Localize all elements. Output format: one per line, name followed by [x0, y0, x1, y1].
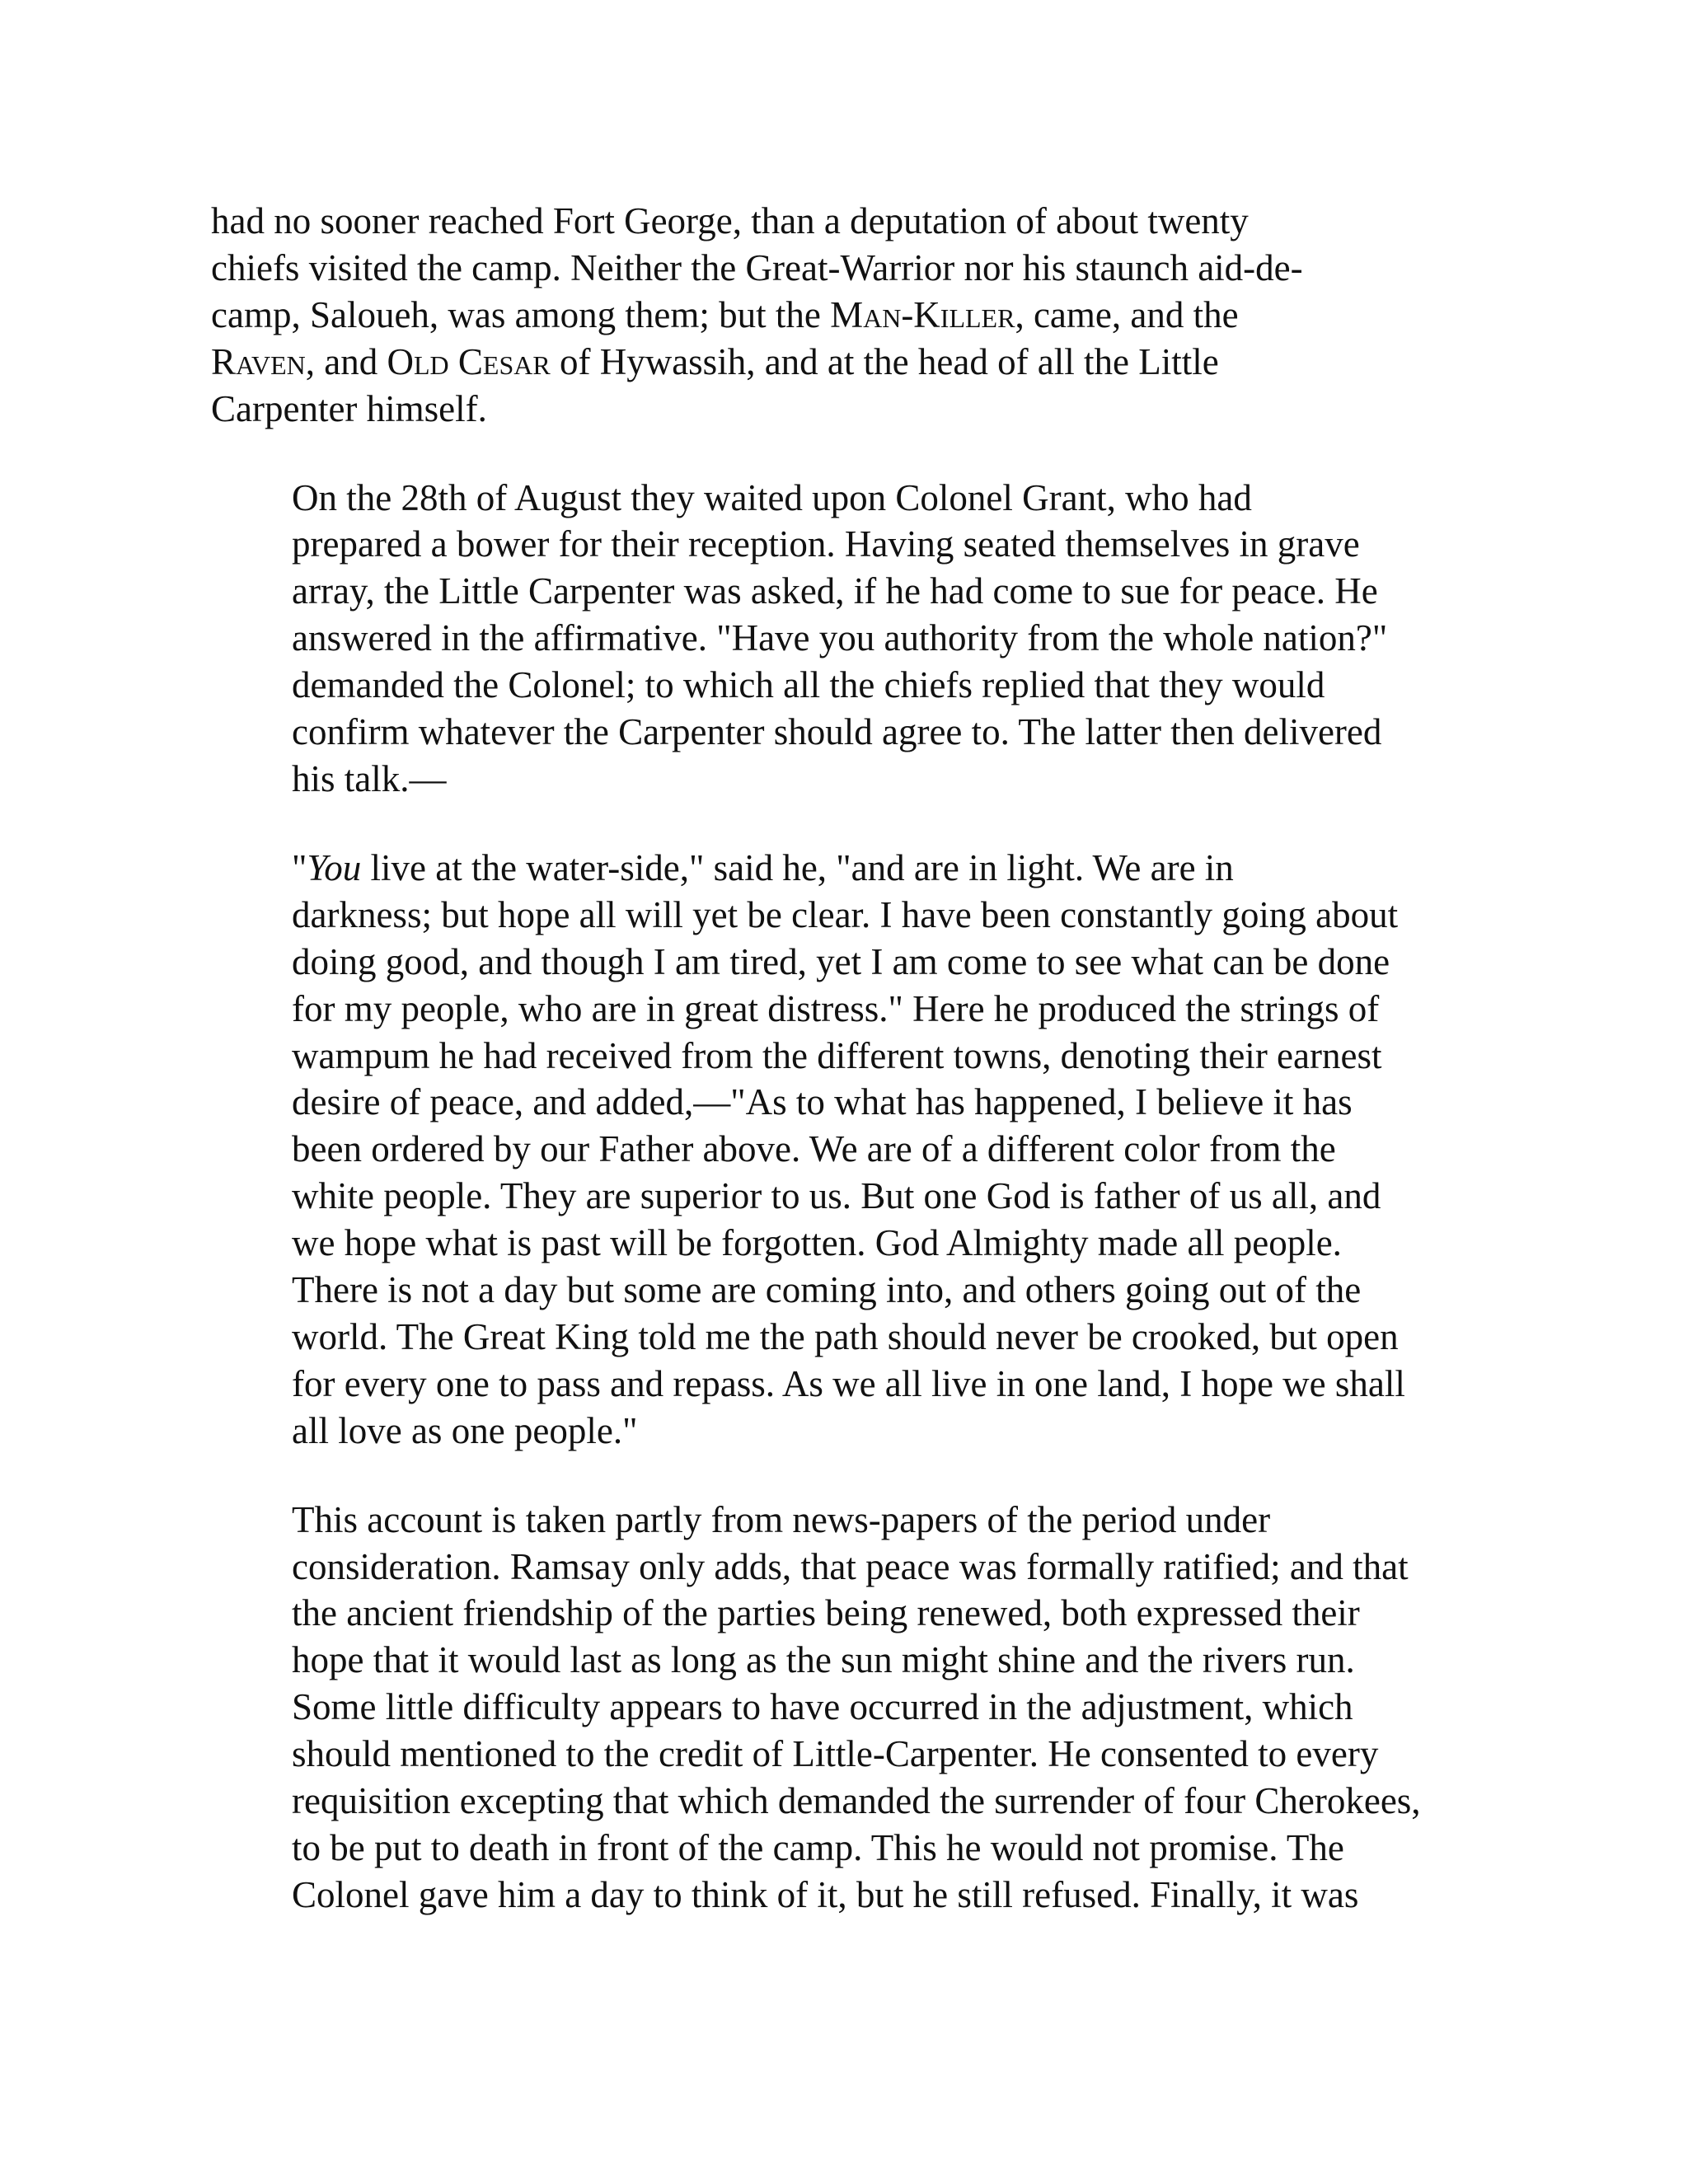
- text-run: There is not a day but some are coming into, and others going out of the: [292, 1269, 1362, 1311]
- text-line: [211, 1590, 1497, 1637]
- paragraph-colonel-grant: [211, 475, 1497, 803]
- text-line: [211, 1544, 1497, 1591]
- text-line: [211, 475, 1497, 522]
- text-run: , and: [305, 340, 387, 382]
- paragraph-deputation: [211, 198, 1497, 433]
- text-run: for my people, who are in great distress." Here he produced the strings of: [292, 987, 1380, 1029]
- text-run: darkness; but hope all will yet be clear. I have been constantly going about: [292, 893, 1399, 935]
- text-run: live at the water-side," said he, "and are in light. We are in: [361, 846, 1234, 888]
- text-line: [211, 1033, 1497, 1080]
- text-line: [211, 1126, 1497, 1173]
- text-run: ": [292, 846, 307, 888]
- italic-emphasis: You: [307, 846, 362, 888]
- text-line: [211, 1361, 1497, 1408]
- text-run: doing good, and though I am tired, yet I am come to see what can be done: [292, 940, 1390, 982]
- text-run: confirm whatever the Carpenter should agree to. The latter then delivered: [292, 711, 1382, 753]
- text-run: This account is taken partly from news-papers of the period under: [292, 1498, 1271, 1540]
- text-line: [211, 1267, 1497, 1314]
- text-run: his talk.—: [292, 757, 447, 799]
- text-line: [211, 568, 1497, 615]
- text-run: Some little difficulty appears to have occurred in the adjustment, which: [292, 1686, 1353, 1728]
- text-line: [211, 845, 1497, 892]
- text-line: [211, 1684, 1497, 1731]
- text-line: [211, 1408, 1497, 1455]
- text-line: [211, 386, 1497, 433]
- text-run: wampum he had received from the different towns, denoting their earnest: [292, 1034, 1382, 1076]
- text-line: [211, 756, 1497, 803]
- text-run: for every one to pass and repass. As we all live in one land, I hope we shall: [292, 1362, 1405, 1404]
- text-line: [211, 1731, 1497, 1778]
- text-line: [211, 339, 1497, 386]
- text-run: prepared a bower for their reception. Having seated themselves in grave: [292, 523, 1360, 565]
- text-run: of Hywassih, and at the head of all the Little: [550, 340, 1219, 382]
- text-line: [211, 1872, 1497, 1919]
- page-text: [211, 198, 1497, 1919]
- text-run: world. The Great King told me the path should never be crooked, but open: [292, 1315, 1399, 1357]
- text-line: [211, 1173, 1497, 1220]
- text-run: Carpenter himself.: [211, 387, 487, 429]
- text-line: [211, 1314, 1497, 1361]
- text-line: [211, 939, 1497, 986]
- text-run: we hope what is past will be forgotten. God Almighty made all people.: [292, 1222, 1342, 1264]
- text-line: [211, 662, 1497, 709]
- text-run: all love as one people.": [292, 1409, 638, 1451]
- text-run: consideration. Ramsay only adds, that peace was formally ratified; and that: [292, 1545, 1409, 1587]
- text-run: On the 28th of August they waited upon Colonel Grant, who had: [292, 476, 1252, 518]
- text-line: [211, 1825, 1497, 1872]
- text-run: desire of peace, and added,—"As to what has happened, I believe it has: [292, 1081, 1353, 1123]
- text-line: [211, 245, 1497, 292]
- text-run: , came, and the: [1015, 293, 1239, 335]
- text-run: been ordered by our Father above. We are of a different color from the: [292, 1128, 1336, 1170]
- text-run: hope that it would last as long as the sun might shine and the rivers run.: [292, 1639, 1355, 1681]
- text-line: [211, 1497, 1497, 1544]
- text-run: camp, Saloueh, was among them; but the: [211, 293, 831, 335]
- text-run: had no sooner reached Fort George, than a deputation of about twenty: [211, 200, 1249, 241]
- text-run: chiefs visited the camp. Neither the Great-Warrior nor his staunch aid-de-: [211, 246, 1303, 288]
- text-run: white people. They are superior to us. But one God is father of us all, and: [292, 1175, 1381, 1217]
- text-run: the ancient friendship of the parties being renewed, both expressed their: [292, 1592, 1360, 1634]
- text-run: requisition excepting that which demanded the surrender of four Cherokees,: [292, 1780, 1421, 1822]
- text-line: [211, 892, 1497, 939]
- text-line: [211, 521, 1497, 568]
- text-line: [211, 198, 1497, 245]
- text-line: [211, 986, 1497, 1033]
- paragraph-carpenter-talk: [211, 845, 1497, 1455]
- text-run: demanded the Colonel; to which all the chiefs replied that they would: [292, 664, 1325, 706]
- text-line: [211, 1637, 1497, 1684]
- small-caps-name: Raven: [211, 340, 306, 382]
- text-line: [211, 1778, 1497, 1825]
- text-run: array, the Little Carpenter was asked, if he had come to sue for peace. He: [292, 570, 1378, 612]
- paragraph-account-source: [211, 1497, 1497, 1919]
- text-line: [211, 292, 1497, 339]
- text-run: answered in the affirmative. "Have you authority from the whole nation?": [292, 617, 1388, 659]
- text-line: [211, 1079, 1497, 1126]
- text-run: to be put to death in front of the camp. This he would not promise. The: [292, 1827, 1344, 1868]
- small-caps-name: Man-Killer: [830, 293, 1015, 335]
- text-run: should mentioned to the credit of Little-Carpenter. He consented to every: [292, 1733, 1379, 1775]
- text-line: [211, 709, 1497, 756]
- text-run: Colonel gave him a day to think of it, but he still refused. Finally, it was: [292, 1873, 1359, 1915]
- text-line: [211, 615, 1497, 662]
- text-line: [211, 1220, 1497, 1267]
- small-caps-name: Old Cesar: [387, 340, 551, 382]
